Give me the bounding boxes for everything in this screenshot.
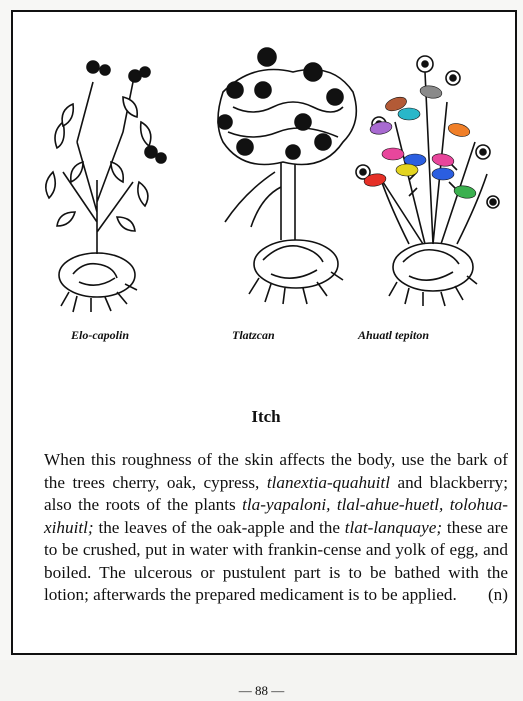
leaf-yellow-shape [396, 164, 418, 176]
note-marker: (n) [487, 585, 508, 604]
caption-elo-capolin: Elo-capolin [71, 328, 130, 342]
leaf-cyan-shape [398, 108, 420, 120]
plant-elo-capolin [46, 61, 166, 312]
text-run: and blackberry; also the roots of the plants [44, 472, 508, 514]
plant-illustrations [13, 12, 515, 342]
italic-term: tla-yapaloni, tlal-ahue-huetl, tolohua-xihuitl; [44, 495, 508, 537]
italic-term: tlat-lanquaye; [344, 517, 443, 537]
page-frame [11, 10, 517, 655]
leaf-gray-shape [419, 84, 443, 100]
text-run: these are to be crushed, put in water with frankin-cense and yolk of egg, and boiled. The ulcerous or pustulent part is to be bathed with the lotion; afterwards the prepared medicament is to be applied. [44, 517, 508, 604]
text-run: the leaves of the oak-apple and the [93, 517, 345, 537]
plant-tlatzcan [218, 48, 356, 304]
page-number: — 88 — [238, 683, 285, 698]
body-paragraph [44, 449, 508, 607]
leaf-orange-shape [447, 121, 471, 138]
section-heading: Itch [251, 407, 281, 426]
leaf-pink-shape [382, 148, 404, 160]
italic-term: tlanextia-quahuitl [266, 472, 390, 492]
leaf-blue-shape [432, 168, 454, 180]
caption-tlatzcan: Tlatzcan [232, 328, 275, 342]
caption-ahuatl-tepiton: Ahuatl tepiton [358, 328, 430, 342]
colored-leaves [363, 84, 477, 200]
leaf-pink-shape [431, 152, 455, 168]
text-run: When this roughness of the skin affects the body, use the bark of the trees cherry, oak, cypress, [44, 450, 508, 492]
